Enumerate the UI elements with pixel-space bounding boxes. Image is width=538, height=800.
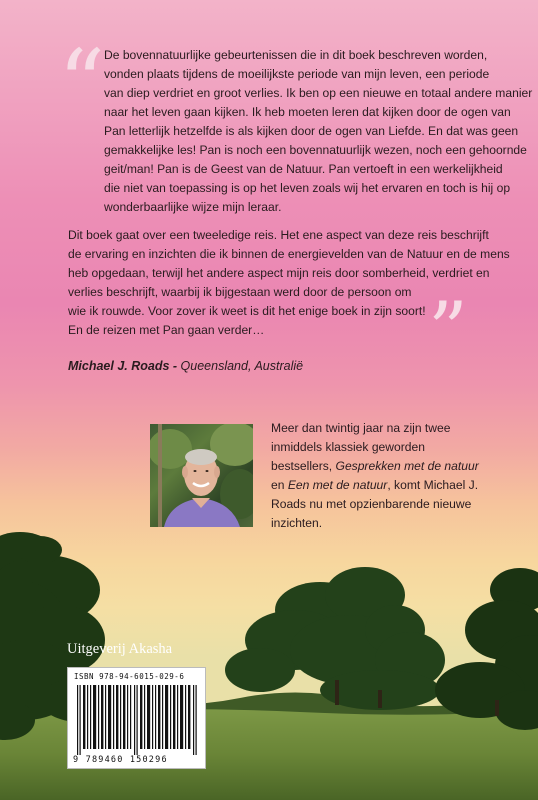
bio-text: Meer dan twintig jaar na zijn twee inmiddels klassiek geworden bestsellers, xyxy=(271,421,451,473)
book-title-2: Een met de natuur xyxy=(287,478,388,492)
quote-line: de ervaring en inzichten die ik binnen de energievelden van de Natuur en de mens xyxy=(68,247,510,261)
quote-line: Dit boek gaat over een tweeledige reis. Het ene aspect van deze reis beschrijft xyxy=(68,228,489,242)
book-title-1: Gesprekken met de natuur xyxy=(335,459,479,473)
quote-line: verlies beschrijft, waarbij ik bijgestaan werd door de persoon om xyxy=(68,285,412,299)
quote-line: wie ik rouwde. Voor zover ik weet is dit het enige boek in zijn soort! xyxy=(68,304,426,318)
quote-line: van diep verdriet en groot verlies. Ik ben op een nieuwe en totaal andere manier xyxy=(104,86,533,100)
quote-line: gemakkelijke les! Pan is noch een bovennatuurlijk wezen, noch een gehoornde xyxy=(104,143,527,157)
quote-line: die niet van toepassing is op het leven zoals wij het ervaren en toch is hij op xyxy=(104,181,511,195)
quote-line: Pan letterlijk hetzelfde is als kijken door de ogen van Liefde. En dat was geen xyxy=(104,124,519,138)
quote-line: vonden plaats tijdens de moeilijkste periode van mijn leven, een periode xyxy=(104,67,490,81)
publisher-name: Uitgeverij Akasha xyxy=(67,641,173,657)
quote-line: En de reizen met Pan gaan verder… xyxy=(68,323,265,337)
quote-line: wonderbaarlijke wijze mijn leraar. xyxy=(104,200,282,214)
bio-text: , komt Michael J. Roads nu met opzienbarende nieuwe inzichten. xyxy=(271,478,479,530)
barcode-bars xyxy=(75,685,200,755)
ean-digits: 9 789460 150296 xyxy=(73,755,168,765)
author-name: Michael J. Roads xyxy=(68,359,170,373)
opening-quote-mark: “ xyxy=(58,30,106,137)
author-photo xyxy=(150,424,253,527)
isbn-label: ISBN 978-94-6015-029-6 xyxy=(74,672,185,681)
quote-line: De bovennatuurlijke gebeurtenissen die in dit boek beschreven worden, xyxy=(104,48,488,62)
closing-quote-mark: ” xyxy=(428,286,468,376)
author-separator: - xyxy=(169,359,181,373)
quote-paragraph-2 xyxy=(68,226,510,340)
author-bio xyxy=(271,419,481,533)
quote-line: heb opgedaan, terwijl het andere aspect mijn reis door somberheid, verdriet en xyxy=(68,266,490,280)
bio-text: en xyxy=(271,478,288,492)
author-location: Queensland, Australië xyxy=(180,359,304,373)
quote-line: naar het leven gaan kijken. Ik heb moeten leren dat kijken door de ogen van xyxy=(104,105,511,119)
author-attribution xyxy=(68,359,303,373)
quote-line: geit/man! Pan is de Geest van de Natuur. Pan vertoeft in een werkelijkheid xyxy=(104,162,503,176)
isbn-barcode xyxy=(67,667,206,769)
quote-paragraph-1 xyxy=(104,46,533,217)
